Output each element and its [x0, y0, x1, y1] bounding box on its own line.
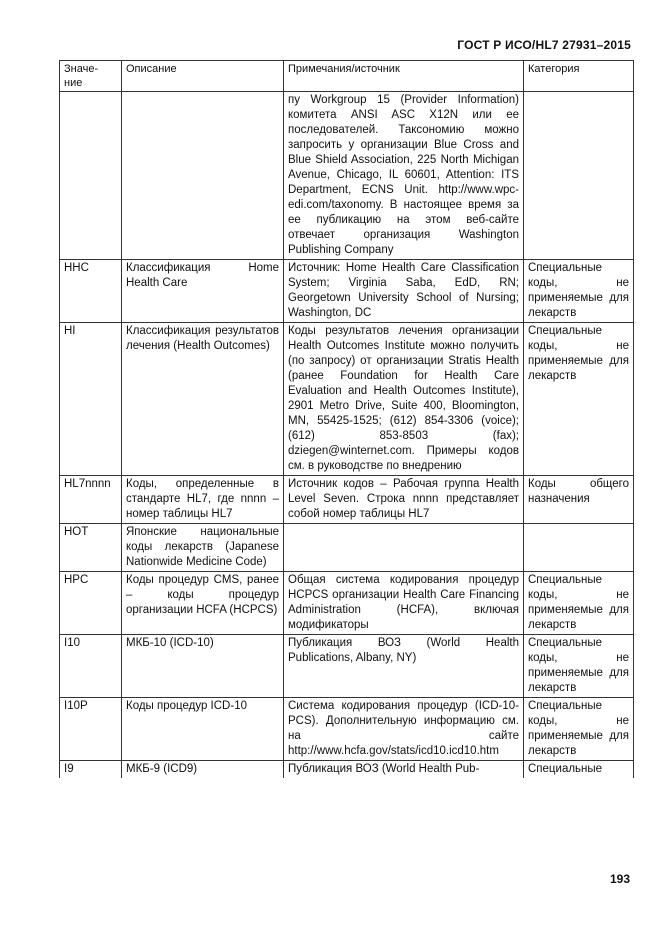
- cell-value: I10P: [60, 698, 122, 761]
- column-header-notes: Примечания/источник: [284, 61, 524, 92]
- cell-notes: Источник: Home Health Care Classification System; Virginia Saba, EdD, RN; Georgetown University School of Nursing; Washington, DC: [284, 260, 524, 323]
- cell-value: I9: [60, 761, 122, 779]
- cell-category: [524, 524, 634, 572]
- cell-notes: Публикация ВОЗ (World Health Pub-: [284, 761, 524, 779]
- table-row: [60, 635, 634, 698]
- table-row: [60, 572, 634, 635]
- table-header-row: [60, 61, 634, 92]
- table-row: [60, 260, 634, 323]
- cell-value: HL7nnnn: [60, 476, 122, 524]
- cell-value: HI: [60, 323, 122, 476]
- cell-category: Специальные коды, не применяемые для лекарств: [524, 635, 634, 698]
- cell-description: Коды процедур CMS, ранее – коды процедур организации HCFA (HCPCS): [122, 572, 284, 635]
- cell-description: Классификация Home Health Care: [122, 260, 284, 323]
- document-header: ГОСТ Р ИСО/HL7 27931–2015: [457, 38, 631, 52]
- cell-description: Коды процедур ICD-10: [122, 698, 284, 761]
- cell-category: Специальные коды, не применяемые для лекарств: [524, 572, 634, 635]
- cell-notes: пу Workgroup 15 (Provider Information) комитета ANSI ASC X12N или ее последователей. Таксономию можно запросить у организации Blue Cross and Blue Shield Association, 225 North Michigan Avenue, Chicago, IL 60601, Attention: ITS Department, ECNS Unit. http://www.wpc-edi.com/taxonomy. В настоящее время за ее публикацию на этом веб-сайте отвечает организация Washington Publishing Company: [284, 92, 524, 260]
- cell-description: МКБ-9 (ICD9): [122, 761, 284, 779]
- cell-value: HOT: [60, 524, 122, 572]
- column-header-value: Значе- ние: [60, 61, 122, 92]
- cell-category: Специальные: [524, 761, 634, 779]
- cell-notes: Система кодирования процедур (ICD-10-PCS). Дополнительную информацию см. на сайте http://www.hcfa.gov/stats/icd10.icd10.htm: [284, 698, 524, 761]
- cell-notes: [284, 524, 524, 572]
- cell-description: МКБ-10 (ICD-10): [122, 635, 284, 698]
- cell-notes: Общая система кодирования процедур HCPCS организации Health Care Financing Administration (HCFA), включая модификаторы: [284, 572, 524, 635]
- cell-category: Специальные коды, не применяемые для лекарств: [524, 698, 634, 761]
- cell-value: I10: [60, 635, 122, 698]
- cell-value: HHC: [60, 260, 122, 323]
- code-table: [59, 60, 634, 778]
- cell-description: Классификация результатов лечения (Health Outcomes): [122, 323, 284, 476]
- column-header-description: Описание: [122, 61, 284, 92]
- table-row: [60, 524, 634, 572]
- table-row: [60, 323, 634, 476]
- cell-notes: Публикация ВОЗ (World Health Publications, Albany, NY): [284, 635, 524, 698]
- cell-description: [122, 92, 284, 260]
- cell-category: Коды общего назначения: [524, 476, 634, 524]
- page-number: 193: [609, 872, 630, 886]
- table-row: [60, 476, 634, 524]
- table-row: [60, 92, 634, 260]
- cell-notes: Источник кодов – Рабочая группа Health Level Seven. Строка nnnn представляет собой номер таблицы HL7: [284, 476, 524, 524]
- cell-category: Специальные коды, не применяемые для лекарств: [524, 323, 634, 476]
- cell-description: Коды, определенные в стандарте HL7, где nnnn – номер таблицы HL7: [122, 476, 284, 524]
- cell-value: HPC: [60, 572, 122, 635]
- cell-description: Японские национальные коды лекарств (Japanese Nationwide Medicine Code): [122, 524, 284, 572]
- cell-value: [60, 92, 122, 260]
- cell-category: [524, 92, 634, 260]
- table-row: [60, 761, 634, 779]
- cell-category: Специальные коды, не применяемые для лекарств: [524, 260, 634, 323]
- table-row: [60, 698, 634, 761]
- column-header-category: Категория: [524, 61, 634, 92]
- cell-notes: Коды результатов лечения организации Health Outcomes Institute можно получить (по запросу) от организации Stratis Health (ранее Foundation for Health Care Evaluation and Health Outcomes Institute), 2901 Metro Drive, Suite 400, Bloomington, MN, 55425-1525; (612) 854-3306 (voice); (612) 853-8503 (fax); dziegen@winternet.com. Примеры кодов см. в руководстве по внедрению: [284, 323, 524, 476]
